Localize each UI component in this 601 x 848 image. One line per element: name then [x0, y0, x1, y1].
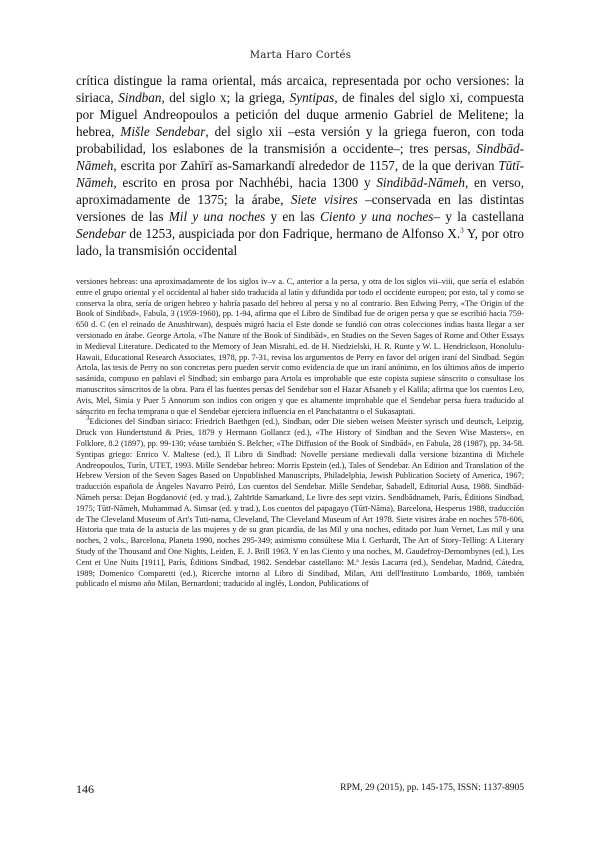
- footnote-reference[interactable]: 3: [460, 226, 464, 235]
- footnote-2-continuation: versiones hebreas: una aproximadamente de los siglos iv–v a. C, anterior a la persa, y otra de los siglos vii–viii, que sería el eslabón entre el grupo oriental y el occidental al haber sido traducida al latín y difundida por todo el occidente europeo; por esto, tal y como se conserva la obra, sería de origen hebreo y habría pasado del hebreo al persa y no al contrario. Ben Edwing Perry, «The Origin of the Book of Sindibad», Fabula, 3 (1959-1960), pp. 1-94, afirma que el Libro de Sindibad fue de origen persa y que se escribió hacia 759-650 d. C (en el reinado de Anushirwan), después migró hacia el Este donde se fundió con otras colecciones indias hasta llegar a ser versionado en árabe. George Artola, «The Nature of the Book of Sindibād», en Studies on the Seven Sages of Rome and Other Essays in Medieval Literature. Dedicated to the Memory of Jean Misrahi, ed. de H. Niedzielski, H. R. Runte y W. L. Hendrickson, Honolulu-Hawaii, Educational Research Associates, 1978, pp. 7-31, revisa los argumentos de Perry en favor del origen iraní del Sindbad. Según Artola, las tesis de Perry no son concretas pero pueden servir como evidencia de que un iraní anónimo, en los últimos años de imperio sasánida, compuso en pahlavi el Sindbad; sin embargo para Artola es improbable que este copista supiese sánscrito o consultase los manuscritos sánscritos de la obra. Para él las fuentes persas del Sendebar son el Hazar Afsaneh y el Kalila; afirma que los cuentos Leo, Avis, Mel, Simia y Puer 5 Annorum son indios con origen y que es altamente improbable que el Sendebar persa fuera traducido al sánscrito en fecha temprana o que el Sendebar ejerciera influencia en el Panchatantra o el Sukasaptati.: [76, 277, 524, 416]
- work-title: Sindbād-Nāmeh: [76, 141, 524, 173]
- work-title: Tūtī-Nāmeh: [76, 158, 524, 190]
- journal-citation: RPM, 29 (2015), pp. 145-175, ISSN: 1137-8905: [340, 783, 524, 793]
- body-text-segment: crítica distingue la rama oriental, más arcaica, representada por ocho versiones: la siriaca,: [76, 73, 524, 105]
- work-title: Mil y una noches: [168, 209, 266, 224]
- body-text-segment: , en verso, aproximadamente de 1375; la árabe,: [76, 175, 524, 207]
- work-title: Sindibād-Nāmeh: [376, 175, 465, 190]
- footnote-3-text: Ediciones del Sindban siriaco: Friedrich Baethgen (ed.), Sindban, oder Die sieben weisen Meister syrisch und deutsch, Leipzig, Druck von Hundertstund & Pries, 1879 y Hermann Gollancz (ed.), «The History of Sindban and the Seven Wise Masters», en Folklore, 8.2 (1897), pp. 99-130; véase también S. Belcher, «The Diffusion of the Book of Sindbād», en Fabula, 28 (1987), pp. 34-58. Syntipas griego: Enrico V. Maltese (ed.), Il Libro di Sindbad: Novelle persiane medievali dalla versione bizantina di Michele Andreopoulos, Turín, UTET, 1993. Mišle Sendebar hebreo: Morris Epstein (ed.), Tales of Sendebar. An Edition and Translation of the Hebrew Version of the Seven Sages Based on Unpublished Manuscripts, Philadelphia, Jewish Publication Society of America, 1967; traducción española de Ángeles Navarro Peiró, Los cuentos del Sendebar. Mišle Sendebar, Sabadell, Editorial Ausa, 1988. Sindbād-Nāmeh persa: Dejan Bogdanović (ed. y trad.), Zahīrīde Samarkand, Le livre des sept vizirs. Sendbādnameh, París, Éditions Sindbad, 1975; Tūtī-Nāmeh, Muhammad A. Simsar (ed. y trad.), Los cuentos del papagayo (Tūtī-Nāma), Barcelona, Hesperus 1988, traducción de The Cleveland Museum of Art's Tuti-nama, Cleveland, The Cleveland Museum of Art 1978. Siete visires árabe en noches 578-606, Historia que trata de la astucia de las mujeres y de su gran picardía, de las Mil y una noches, editado por Juan Vernet, Las mil y una noches, 2 vols., Barcelona, Planeta 1990, noches 295-349; asimismo consúltese Mia I. Gerhardt, The Art of Story-Telling: A Literary Study of the Thousand and One Nights, Leiden, E. J. Brill 1963. Y en las Ciento y una noches, M. Gaudefroy-Demombynes (ed.), Les Cent et Une Nuits [1911], París, Éditions Sindbad, 1982. Sendebar castellano: M.ª Jesús Lacarra (ed.), Sendebar, Madrid, Cátedra, 1989; Domenico Comparetti (ed.), Ricerche intorno al Libro di Sindibad, Milan, Atti dell'Instituto Lombardo, 1869, también publicado el mismo año Milan, Bernardoni; traducido al inglés, London, Publications of: [76, 417, 524, 589]
- page-number: 146: [76, 782, 94, 796]
- body-text-segment: de 1253, auspiciada por don Fadrique, hermano de Alfonso X.: [125, 226, 461, 241]
- body-text-segment: , de finales del siglo xi, compuesta por Miguel Andreopoulos a petición del duque armenio Gabriel de Melitene; la hebrea,: [76, 90, 525, 139]
- body-text-segment: –conservada en las distintas versiones de las: [76, 192, 524, 224]
- body-text-segment: – y la castellana: [433, 209, 525, 224]
- work-title: Ciento y una noches: [320, 209, 434, 224]
- body-paragraph: [76, 72, 524, 259]
- work-title: Mišle Sendebar: [120, 124, 206, 139]
- body-text-segment: , del siglo xii –esta versión y la griega fueron, con toda probabilidad, los eslabones de la transmisión a occidente–; tres persas,: [76, 124, 525, 156]
- work-title: Sindban: [118, 90, 162, 105]
- body-text-segment: , del siglo x; la griega,: [161, 90, 290, 105]
- work-title: Syntipas: [289, 90, 335, 105]
- work-title: Siete visires: [290, 192, 358, 207]
- running-head: Marta Haro Cortés: [249, 50, 352, 61]
- body-text-segment: , escrita por Zahīrī as-Samarkandī alrededor de 1157, de la que derivan: [113, 158, 499, 173]
- footnotes: [76, 277, 524, 590]
- body-text-segment: Y, por otro lado, la transmisión occidental: [76, 226, 524, 258]
- footnote-3: [76, 414, 524, 590]
- body-text-segment: , escrito en prosa por Nachhébi, hacia 1300 y: [113, 175, 377, 190]
- footnote-number: 3: [86, 414, 90, 423]
- work-title: Sendebar: [76, 226, 126, 241]
- body-text-segment: y en las: [265, 209, 321, 224]
